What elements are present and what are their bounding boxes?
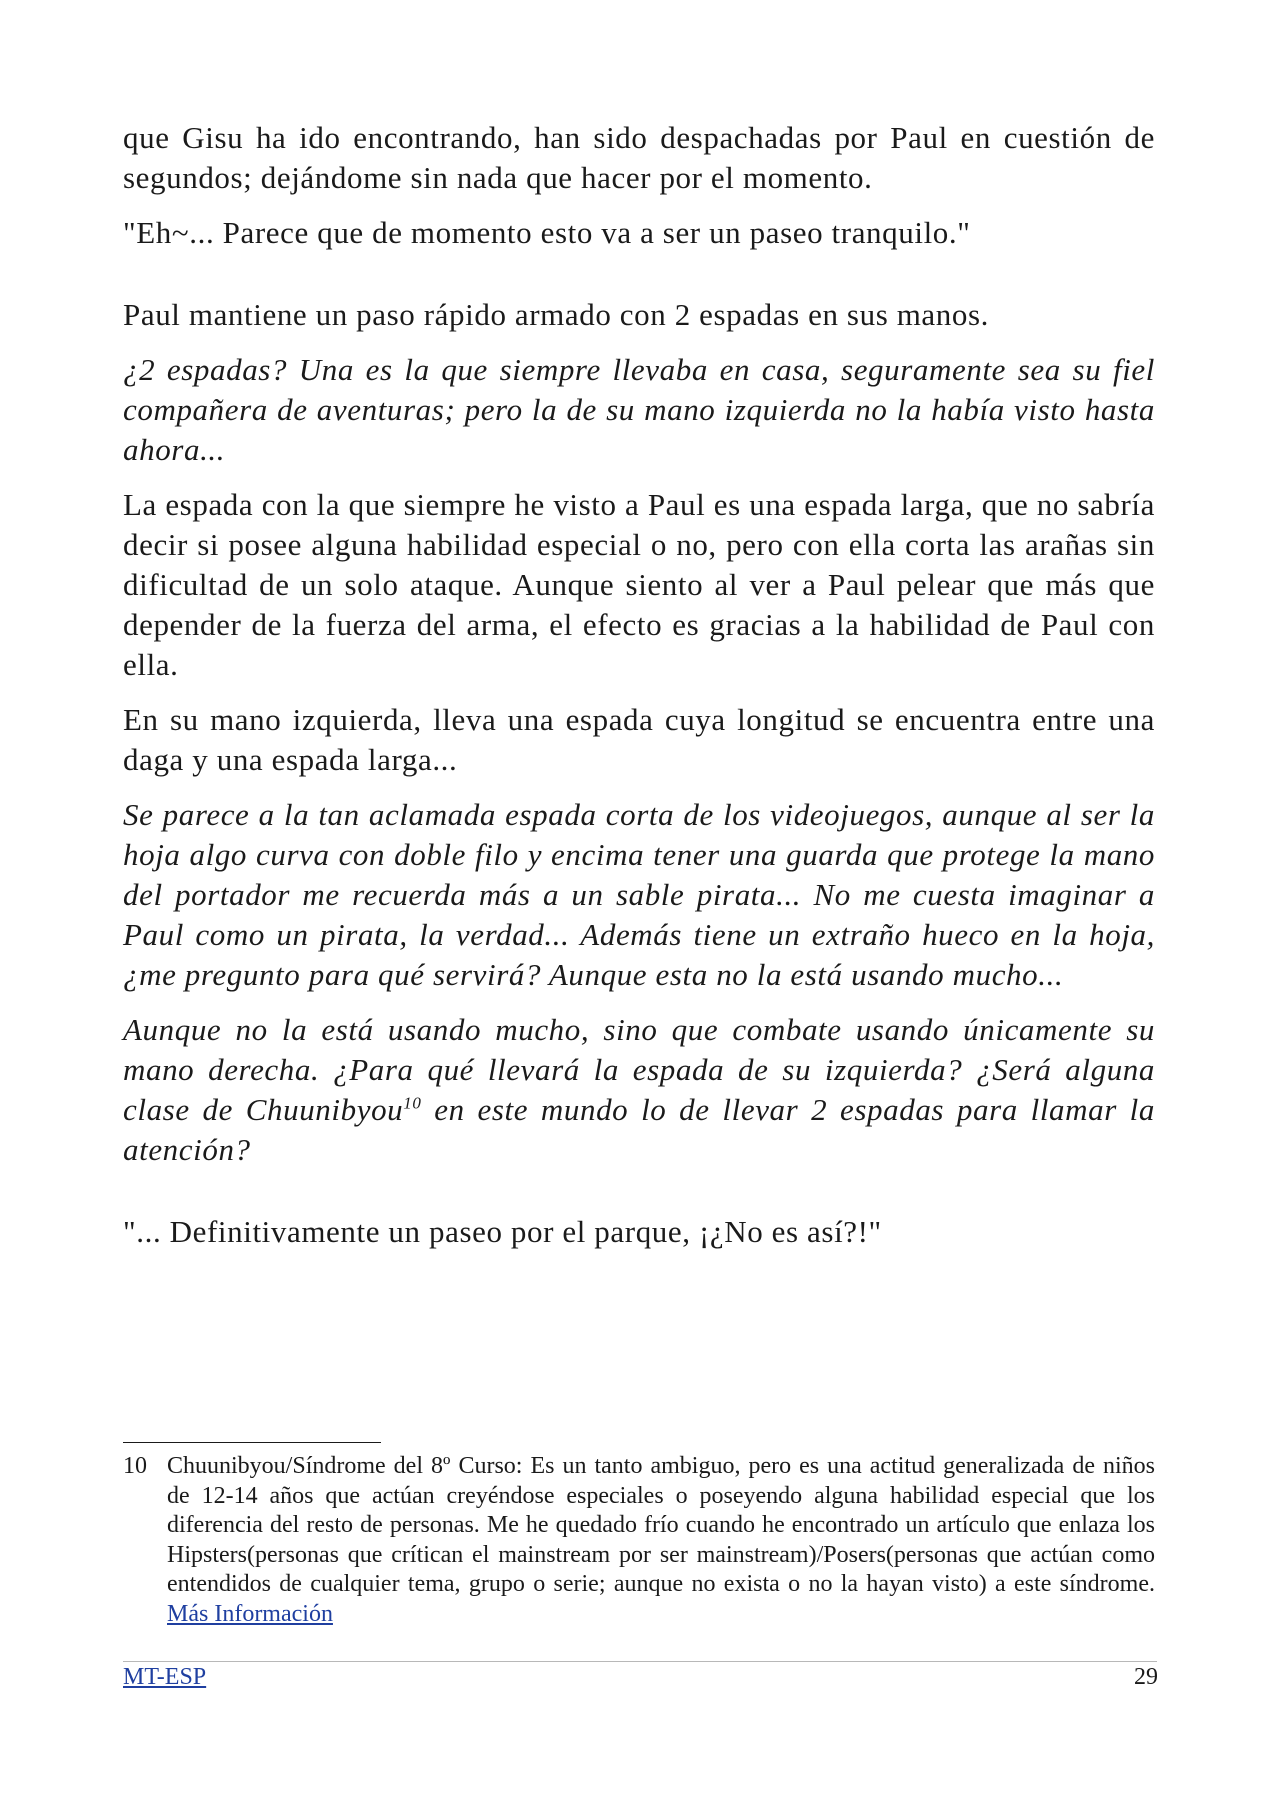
footer-site-link[interactable]: MT-ESP (123, 1664, 207, 1690)
footnote-body: Chuunibyou/Síndrome del 8º Curso: Es un tanto ambiguo, pero es una actitud generalizada de niños de 12-14 años que actúan creyéndose especiales o poseyendo alguna habilidad especial que los diferencia del resto de personas. Me he quedado frío cuando he encontrado un artículo que enlaza los Hipsters(personas que crítican el mainstream por ser mainstream)/Posers(personas que actúan como entendidos de cualquier tema, grupo o serie; aunque no exista o no la hayan visto) a este síndrome. (167, 1453, 1155, 1597)
page-number: 29 (1134, 1664, 1158, 1690)
footnote-reference[interactable]: 10 (403, 1093, 422, 1113)
paragraph-8-text: Aunque no la está usando mucho, sino que combate usando únicamente su mano derecha. ¿Para qué llevará la espada de su izquierda? ¿Será alguna clase de Chuunibyou (123, 1012, 1155, 1127)
footer-separator (123, 1661, 1157, 1662)
paragraph-8-text-end: en este mundo lo de llevar 2 espadas para llamar la atención? (123, 1092, 1155, 1167)
paragraph-4: ¿2 espadas? Una es la que siempre llevaba en casa, seguramente sea su fiel compañera de aventuras; pero la de su mano izquierda no la había visto hasta ahora... (123, 352, 1155, 467)
paragraph-8 (123, 1010, 1155, 1170)
more-info-link[interactable]: Más Información (167, 1600, 333, 1627)
paragraph-5: La espada con la que siempre he visto a Paul es una espada larga, que no sabría decir si posee alguna habilidad especial o no, pero con ella corta las arañas sin dificultad de un solo ataque. Aunque siento al ver a Paul pelear que más que depender de la fuerza del arma, el efecto es gracias a la habilidad de Paul con ella. (123, 487, 1155, 682)
paragraph-9: "... Definitivamente un paseo por el parque, ¡¿No es así?!" (123, 1214, 882, 1249)
footnote (123, 1452, 1155, 1629)
footnote-number: 10 (123, 1453, 147, 1479)
paragraph-1: que Gisu ha ido encontrando, han sido despachadas por Paul en cuestión de segundos; dejándome sin nada que hacer por el momento. (123, 120, 1155, 195)
paragraph-6: En su mano izquierda, lleva una espada cuya longitud se encuentra entre una daga y una espada larga... (123, 702, 1155, 777)
paragraph-3: Paul mantiene un paso rápido armado con 2 espadas en sus manos. (123, 297, 989, 332)
footnote-separator (123, 1442, 381, 1443)
paragraph-2: "Eh~... Parece que de momento esto va a ser un paseo tranquilo." (123, 215, 971, 250)
body-text (123, 118, 1155, 1267)
footnote-text (167, 1452, 1155, 1629)
paragraph-7: Se parece a la tan aclamada espada corta de los videojuegos, aunque al ser la hoja algo curva con doble filo y encima tener una guarda que protege la mano del portador me recuerda más a un sable pirata... No me cuesta imaginar a Paul como un pirata, la verdad... Además tiene un extraño hueco en la hoja, ¿me pregunto para qué servirá? Aunque esta no la está usando mucho... (123, 797, 1155, 992)
